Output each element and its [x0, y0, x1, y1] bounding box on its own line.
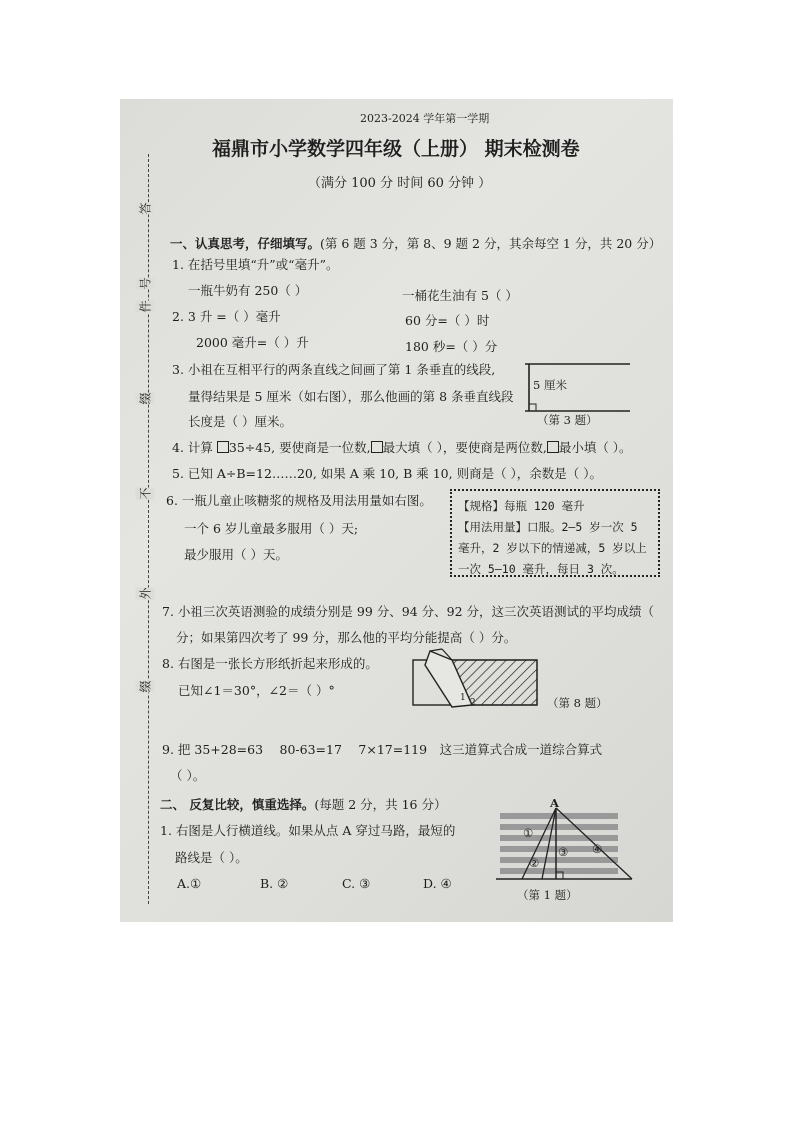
binding-char: 号 — [136, 277, 155, 289]
q8-stem: 8. 右图是一张长方形纸折起来形成的。 — [162, 656, 378, 671]
q1-b: 一桶花生油有 5（ ） — [402, 288, 518, 303]
binding-char: 缀 — [136, 392, 155, 404]
q6-a: 一个 6 岁儿童最多服用（ ）天; — [184, 521, 359, 536]
q3-figure-label: 5 厘米 — [533, 378, 567, 392]
blank-square-icon — [547, 441, 559, 453]
s2-q1-caption: （第 1 题） — [517, 888, 578, 902]
section1-note: (第 6 题 3 分，第 8、9 题 2 分，其余每空 1 分，共 20 分） — [320, 236, 662, 251]
q3-line3: 长度是（ ）厘米。 — [188, 414, 292, 429]
school-year: 2023-2024 学年第一学期 — [360, 112, 490, 125]
binding-char: 答 — [136, 202, 155, 214]
binding-char: 缀 — [136, 680, 155, 692]
option-d: D. ④ — [423, 876, 452, 891]
option-b: B. ② — [260, 876, 289, 891]
binding-dashed-line — [148, 154, 149, 904]
q2-c: 2000 毫升=（ ）升 — [196, 335, 309, 350]
q2-b: 60 分=（ ）时 — [405, 313, 490, 328]
syrup-spec: 【规格】每瓶 120 毫升 — [458, 499, 585, 513]
section1-heading: 一、认真思考，仔细填写。 — [170, 236, 321, 251]
blank-square-icon — [217, 441, 229, 453]
q4-part-b: 35÷45, 要使商是一位数, — [228, 440, 371, 455]
q2-a: 2. 3 升 =（ ）毫升 — [172, 309, 281, 324]
q7-line1: 7. 小祖三次英语测验的成绩分别是 99 分、94 分、92 分，这三次英语测试的平均成绩（ — [162, 604, 655, 619]
q1-a: 一瓶牛奶有 250（ ） — [188, 283, 308, 298]
syrup-label-box — [450, 489, 660, 577]
syrup-usage: 【用法用量】口服。2—5 岁一次 5 毫升，2 岁以下的情递减，5 岁以上一次 5—10 毫升，每日 3 次。 — [458, 520, 647, 576]
page-title: 福鼎市小学数学四年级（上册） 期末检测卷 — [212, 138, 580, 160]
section2-note: (每题 2 分，共 16 分） — [314, 797, 447, 812]
blank-square-icon — [371, 441, 383, 453]
route-3-label: ③ — [558, 845, 569, 859]
q4-part-d: 最小填（ ）。 — [558, 440, 632, 455]
s2-q1-line1: 1. 右图是人行横道线。如果从点 A 穿过马路，最短的 — [160, 823, 456, 838]
q3-line1: 3. 小祖在互相平行的两条直线之间画了第 1 条垂直的线段, — [172, 362, 496, 377]
binding-char: 不 — [136, 487, 155, 499]
q1-stem: 1. 在括号里填“升”或“毫升”。 — [172, 257, 339, 272]
q8-caption: （第 8 题） — [547, 696, 608, 710]
s2-q1-line2: 路线是（ ）。 — [175, 850, 248, 865]
binding-char: 件 — [136, 300, 155, 312]
q6-b: 最少服用（ ）天。 — [184, 547, 288, 562]
q3-line2: 量得结果是 5 厘米（如右图），那么他画的第 8 条垂直线段 — [188, 389, 514, 404]
q7-line2: 分；如果第四次考了 99 分，那么他的平均分能提高（ ）分。 — [176, 630, 517, 645]
q6-stem: 6. 一瓶儿童止咳糖浆的规格及用法用量如右图。 — [166, 493, 432, 508]
q9-line2: （ ）。 — [170, 768, 206, 783]
exam-paper — [120, 99, 673, 922]
section2-heading: 二、 反复比较，慎重选择。 — [160, 797, 315, 812]
q4-part-c: 最大填（ ），要使商是两位数, — [382, 440, 547, 455]
option-a: A.① — [177, 876, 202, 891]
binding-char: 外 — [136, 587, 155, 599]
page-subtitle: （满分 100 分 时间 60 分钟 ） — [308, 176, 492, 191]
crosswalk-point-a: A — [550, 796, 559, 810]
q4 — [172, 438, 632, 456]
route-1-label: ① — [523, 826, 534, 840]
section1-heading-line — [170, 234, 661, 252]
section2-heading-line — [160, 795, 447, 813]
q5: 5. 已知 A÷B=12……20, 如果 A 乘 10, B 乘 10, 则商是（ ），余数是（ ）。 — [172, 466, 603, 481]
route-4-label: ④ — [592, 842, 603, 856]
q3-caption: （第 3 题） — [537, 413, 598, 427]
q8-angle1-label: 1 — [460, 693, 466, 703]
option-c: C. ③ — [342, 876, 371, 891]
route-2-label: ② — [529, 856, 540, 870]
q2-d: 180 秒=（ ）分 — [405, 339, 498, 354]
q8-given: 已知∠1＝30°，∠2＝（ ）° — [178, 683, 335, 698]
q4-part-a: 4. 计算 — [172, 440, 213, 455]
q8-angle2-label: 2 — [470, 698, 476, 708]
q9-line1: 9. 把 35+28=63 80-63=17 7×17=119 这三道算式合成一道综合算式 — [162, 742, 603, 757]
